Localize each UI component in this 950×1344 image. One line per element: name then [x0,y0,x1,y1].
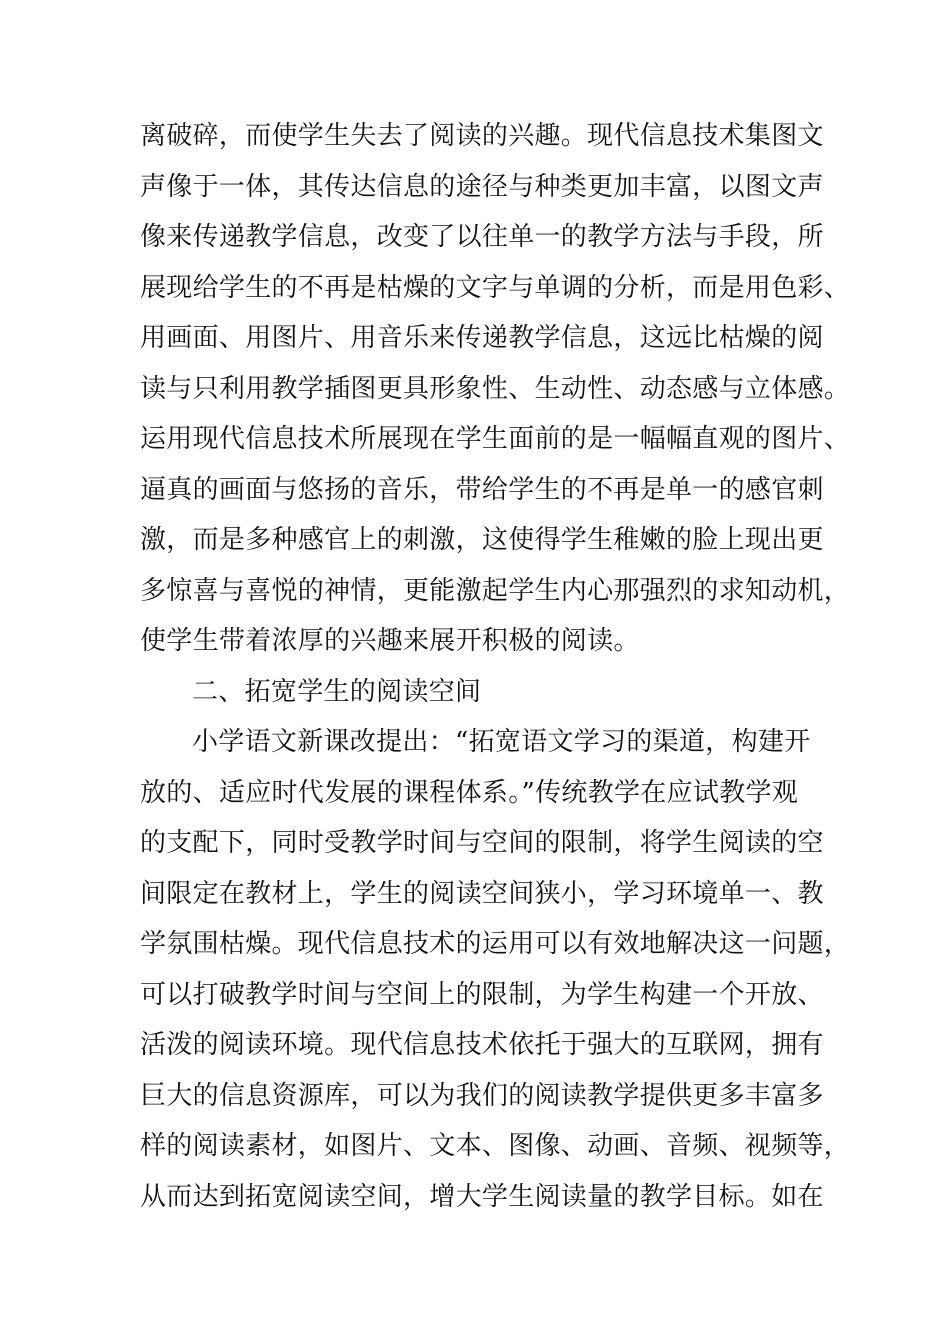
text-line: 声像于一体，其传达信息的途径与种类更加丰富，以图文声 [140,172,824,202]
text-line: 巨大的信息资源库，可以为我们的阅读教学提供更多丰富多 [140,1081,824,1111]
text-line: 逼真的画面与悠扬的音乐，带给学生的不再是单一的感官刺 [140,475,824,505]
text-line: 用画面、用图片、用音乐来传递教学信息，这远比枯燥的阅 [140,323,824,353]
text-line: 像来传递教学信息，改变了以往单一的教学方法与手段，所 [140,222,824,252]
text-line: 运用现代信息技术所展现在学生面前的是一幅幅直观的图片、 [140,424,851,454]
text-line: 多惊喜与喜悦的神情，更能激起学生内心那强烈的求知动机， [140,576,851,606]
text-line: 读与只利用教学插图更具形象性、生动性、动态感与立体感。 [140,374,851,404]
text-line: 的支配下，同时受教学时间与空间的限制，将学生阅读的空 [140,828,824,858]
text-line: 学氛围枯燥。现代信息技术的运用可以有效地解决这一问题， [140,929,851,959]
text-line: 展现给学生的不再是枯燥的文字与单调的分析，而是用色彩、 [140,273,851,303]
text-line: 小学语文新课改提出：“拓宽语文学习的渠道，构建开 [192,727,811,757]
text-line: 活泼的阅读环境。现代信息技术依托于强大的互联网，拥有 [140,1030,824,1060]
text-line: 放的、适应时代发展的课程体系。”传统教学在应试教学观 [140,778,799,808]
text-line: 离破碎，而使学生失去了阅读的兴趣。现代信息技术集图文 [140,121,824,151]
text-line: 间限定在教材上，学生的阅读空间狭小，学习环境单一、教 [140,879,824,909]
text-line: 激，而是多种感官上的刺激，这使得学生稚嫩的脸上现出更 [140,525,824,555]
section-heading: 二、拓宽学生的阅读空间 [192,677,482,707]
text-line: 使学生带着浓厚的兴趣来展开积极的阅读。 [140,626,640,656]
text-line: 可以打破教学时间与空间上的限制，为学生构建一个开放、 [140,980,824,1010]
text-line: 从而达到拓宽阅读空间，增大学生阅读量的教学目标。如在 [140,1182,824,1212]
text-line: 样的阅读素材，如图片、文本、图像、动画、音频、视频等， [140,1131,851,1161]
